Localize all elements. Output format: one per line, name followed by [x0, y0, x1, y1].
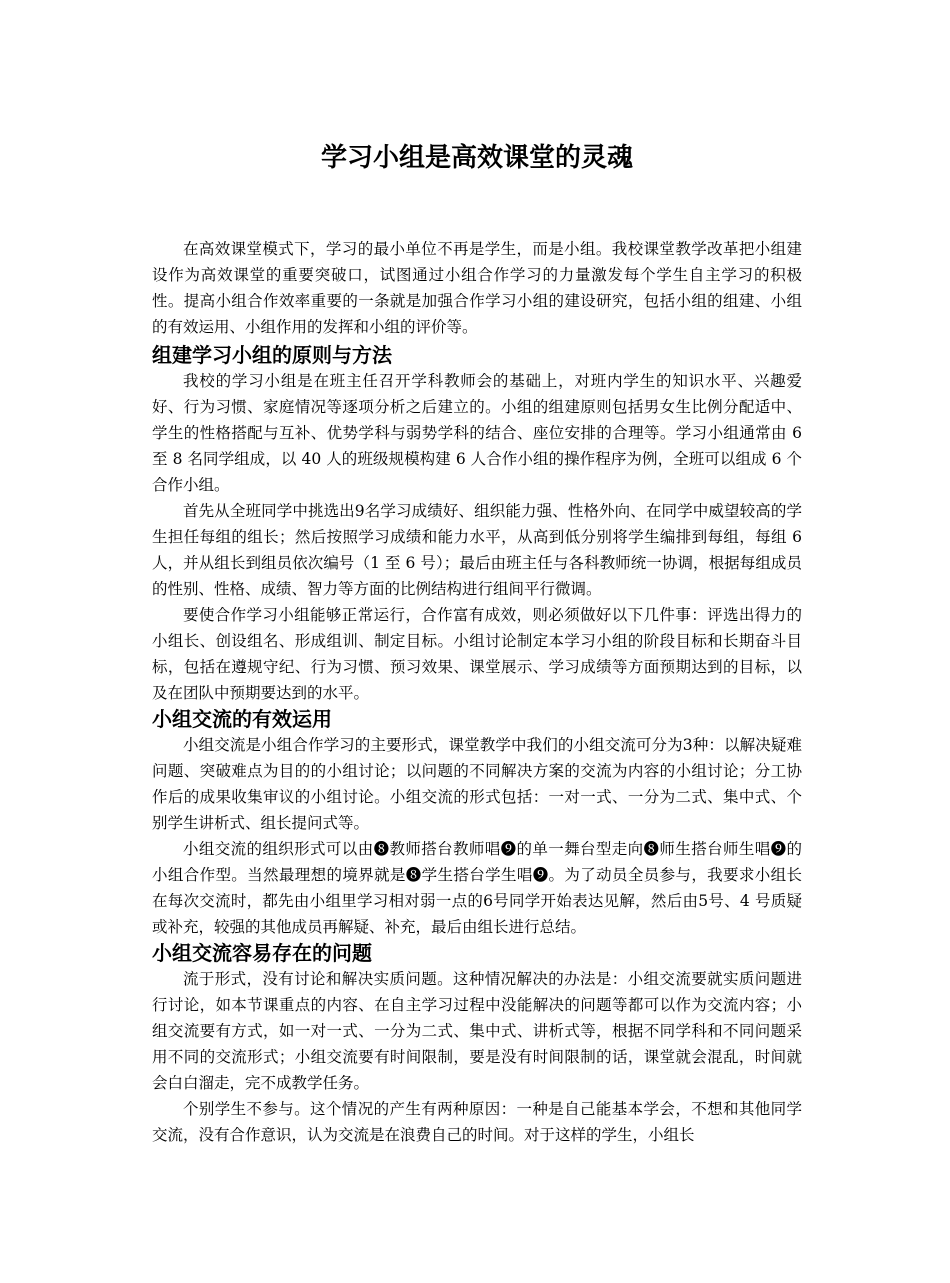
document-body [152, 236, 802, 1148]
paragraph: 个别学生不参与。这个情况的产生有两种原因：一种是自己能基本学会，不想和其他同学交流，没有合作意识，认为交流是在浪费自己的时间。对于这样的学生，小组长 [152, 1100, 802, 1144]
paragraph: 小组交流的组织形式可以由❽教师搭台教师唱❾的单一舞台型走向❽师生搭台师生唱❾的小组合作型。当然最理想的境界就是❽学生搭台学生唱❾。为了动员全员参与，我要求小组长在每次交流时，都先由小组里学习相对弱一点的6号同学开始表达见解，然后由5号、4 号质疑或补充，较强的其他成员再解疑、补充，最后由组长进行总结。 [152, 840, 802, 936]
paragraph: 我校的学习小组是在班主任召开学科教师会的基础上，对班内学生的知识水平、兴趣爱好、行为习惯、家庭情况等逐项分析之后建立的。小组的组建原则包括男女生比例分配适中、学生的性格搭配与互补、优势学科与弱势学科的结合、座位安排的合理等。学习小组通常由 6 至 8 名同学组成，以 40 人的班级规模构建 6 人合作小组的操作程序为例，全班可以组成 6 个合作小组。 [152, 372, 802, 494]
section-heading-grouping: 组建学习小组的原则与方法 [152, 343, 392, 367]
document-title: 学习小组是高效课堂的灵魂 [320, 143, 633, 173]
intro-paragraph: 在高效课堂模式下，学习的最小单位不再是学生，而是小组。我校课堂教学改革把小组建设作为高效课堂的重要突破口，试图通过小组合作学习的力量激发每个学生自主学习的积极性。提高小组合作效率重要的一条就是加强合作学习小组的建设研究，包括小组的组建、小组的有效运用、小组作用的发挥和小组的评价等。 [152, 240, 802, 336]
paragraph: 小组交流是小组合作学习的主要形式，课堂教学中我们的小组交流可分为3种：以解决疑难问题、突破难点为目的的小组讨论；以问题的不同解决方案的交流为内容的小组讨论；分工协作后的成果收集审议的小组讨论。小组交流的形式包括：一对一式、一分为二式、集中式、个别学生讲析式、组长提问式等。 [152, 736, 802, 832]
section-heading-problems: 小组交流容易存在的问题 [152, 941, 372, 965]
section-heading-exchange: 小组交流的有效运用 [152, 707, 332, 731]
paragraph: 要使合作学习小组能够正常运行，合作富有成效，则必须做好以下几件事：评选出得力的小组长、创设组名、形成组训、制定目标。小组讨论制定本学习小组的阶段目标和长期奋斗目标，包括在遵规守纪、行为习惯、预习效果、课堂展示、学习成绩等方面预期达到的目标，以及在团队中预期要达到的水平。 [152, 606, 802, 702]
paragraph: 首先从全班同学中挑选出9名学习成绩好、组织能力强、性格外向、在同学中威望较高的学生担任每组的组长；然后按照学习成绩和能力水平，从高到低分别将学生编排到每组，每组 6 人，并从组长到组员依次编号（1 至 6 号）；最后由班主任与各科教师统一协调，根据每组成员的性别、性格、成绩、智力等方面的比例结构进行组间平行微调。 [152, 502, 802, 598]
paragraph: 流于形式，没有讨论和解决实质问题。这种情况解决的办法是：小组交流要就实质问题进行讨论，如本节课重点的内容、在自主学习过程中没能解决的问题等都可以作为交流内容；小组交流要有方式，如一对一式、一分为二式、集中式、讲析式等，根据不同学科和不同问题采用不同的交流形式；小组交流要有时间限制，要是没有时间限制的话，课堂就会混乱，时间就会白白溜走，完不成教学任务。 [152, 970, 802, 1092]
